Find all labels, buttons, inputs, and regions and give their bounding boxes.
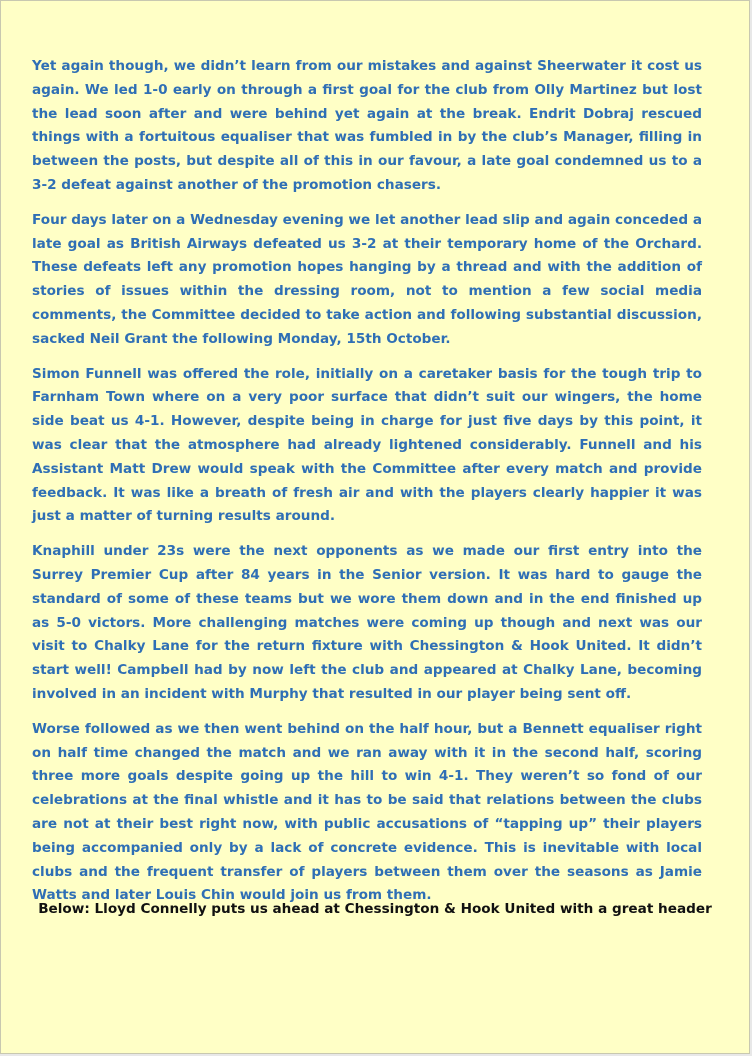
- article-body: [32, 55, 702, 919]
- article-paragraph-5: Worse followed as we then went behind on the half hour, but a Bennett equaliser right on half time changed the match and we ran away with it in the second half, scoring three more goals despite going up the hill to win 4-1. They weren’t so fond of our celebrations at the final whistle and it has to be said that relations between the clubs are not at their best right now, with public accusations of “tapping up” their players being accompanied only by a lack of concrete evidence. This is inevitable with local clubs and the frequent transfer of players between them over the seasons as Jamie Watts and later Louis Chin would join us from them.: [32, 720, 702, 904]
- article-paragraph-2: Four days later on a Wednesday evening we let another lead slip and again conceded a late goal as British Airways defeated us 3-2 at their temporary home of the Orchard. These defeats left any promotion hopes hanging by a thread and with the addition of stories of issues within the dressing room, not to mention a few social media comments, the Committee decided to take action and following substantial discussion, sacked Neil Grant the following Monday, 15th October.: [32, 211, 702, 347]
- article-paragraph-4: Knaphill under 23s were the next opponents as we made our first entry into the Surrey Premier Cup after 84 years in the Senior version. It was hard to gauge the standard of some of these teams but we wore them down and in the end finished up as 5-0 victors. More challenging matches were coming up though and next was our visit to Chalky Lane for the return fixture with Chessington & Hook United. It didn’t start well! Campbell had by now left the club and appeared at Chalky Lane, becoming involved in an incident with Murphy that resulted in our player being sent off.: [32, 543, 702, 702]
- photo-caption: Below: Lloyd Connelly puts us ahead at Chessington & Hook United with a great header: [38, 901, 712, 917]
- article-paragraph-1: Yet again though, we didn’t learn from our mistakes and against Sheerwater it cost us again. We led 1-0 early on through a first goal for the club from Olly Martinez but lost the lead soon after and were behind yet again at the break. Endrit Dobraj rescued things with a fortuitous equaliser that was fumbled in by the club’s Manager, filling in between the posts, but despite all of this in our favour, a late goal condemned us to a 3-2 defeat against another of the promotion chasers.: [32, 58, 702, 193]
- article-paragraph-3: Simon Funnell was offered the role, initially on a caretaker basis for the tough trip to Farnham Town where on a very poor surface that didn’t suit our wingers, the home side beat us 4-1. However, despite being in charge for just five days by this point, it was clear that the atmosphere had already lightened considerably. Funnell and his Assistant Matt Drew would speak with the Committee after every match and provide feedback. It was like a breath of fresh air and with the players clearly happier it was just a matter of turning results around.: [32, 365, 702, 525]
